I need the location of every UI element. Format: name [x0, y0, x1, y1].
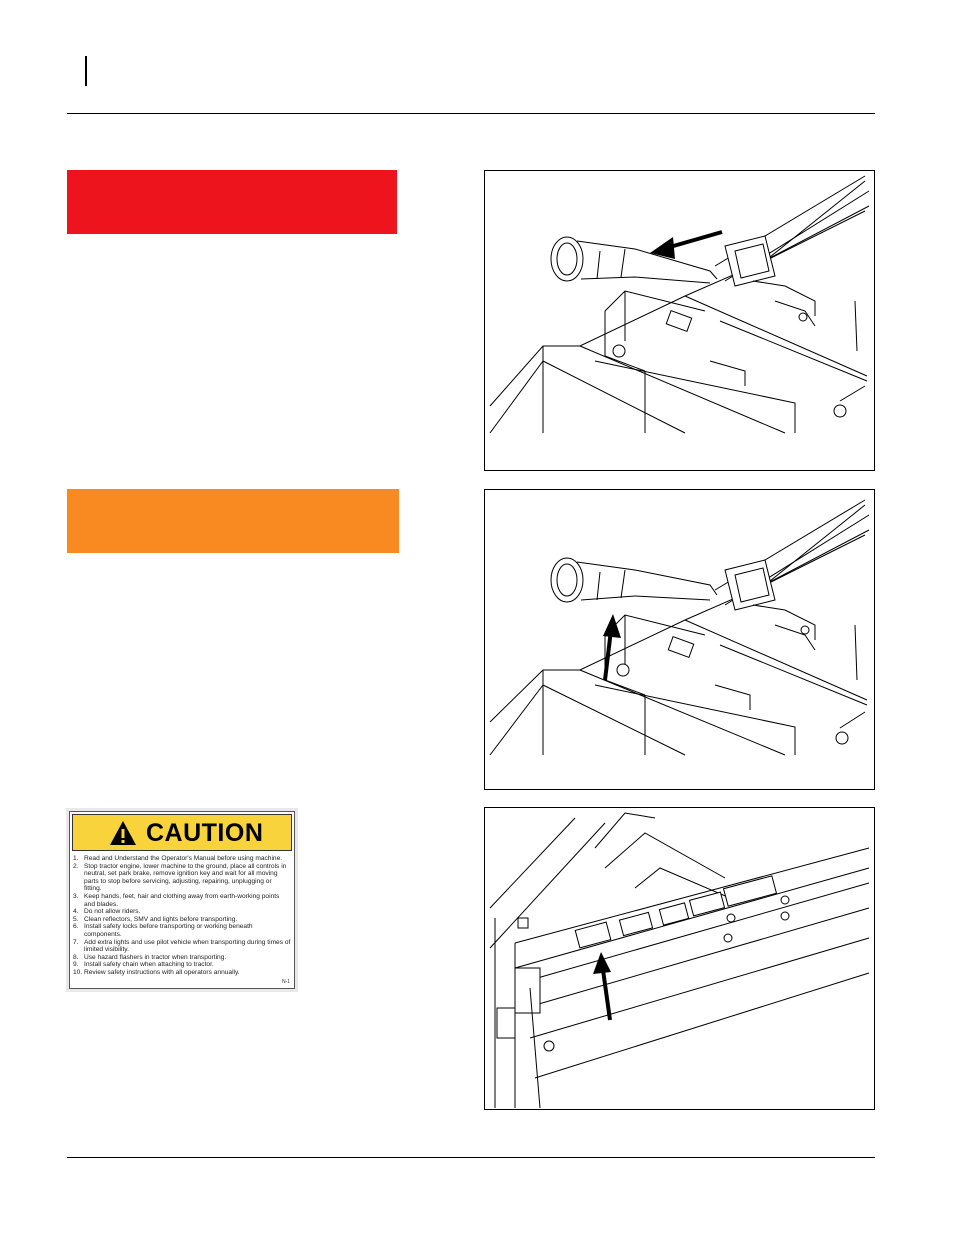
caution-item: 5. Clean reflectors, SMV and lights before transporting.	[73, 915, 238, 923]
warning-triangle-icon	[109, 820, 137, 846]
figure-3-drawing	[485, 808, 875, 1110]
danger-banner	[67, 170, 397, 234]
caution-list	[73, 855, 291, 977]
caution-item: 7. Add extra lights and use pilot vehicle when transporting during times of limited visibility.	[73, 938, 291, 954]
header-rule	[67, 113, 875, 114]
caution-decal	[66, 808, 298, 992]
caution-title: CAUTION	[146, 819, 264, 847]
caution-item: 1. Read and Understand the Operator's Manual before using machine.	[73, 855, 283, 862]
caution-item: 4. Do not allow riders.	[73, 908, 141, 916]
caution-decal-header	[72, 814, 292, 851]
footer-rule	[67, 1157, 875, 1158]
decal-code: N-1	[281, 979, 290, 985]
caution-item: 8. Use hazard flashers in tractor when transporting.	[73, 953, 227, 961]
caution-item: 3. Keep hands, feet, hair and clothing away from earth-working points and blades.	[73, 892, 280, 908]
caution-item: 2. Stop tractor engine, lower machine to the ground, place all controls in neutral, set park brake, remove ignition key and wait for all moving parts to stop before servicing, adjusting, repairing, unplugging or fitting.	[73, 862, 287, 893]
caution-item: 10. Review safety instructions with all operators annually.	[73, 968, 240, 976]
figure-2-drawing	[485, 490, 875, 790]
caution-item: 9. Install safety chain when attaching to tractor.	[73, 961, 214, 969]
header-vertical-rule	[85, 56, 87, 86]
figure-1-drawing	[485, 171, 875, 471]
warning-banner	[67, 489, 399, 553]
caution-decal-body	[69, 811, 295, 989]
figure-decal-location-arrow	[484, 807, 875, 1110]
caution-item: 6. Install safety locks before transporting or working beneath components.	[73, 923, 253, 938]
figure-jack-raised-arrow	[484, 489, 875, 790]
figure-jack-decal-arrow	[484, 170, 875, 471]
